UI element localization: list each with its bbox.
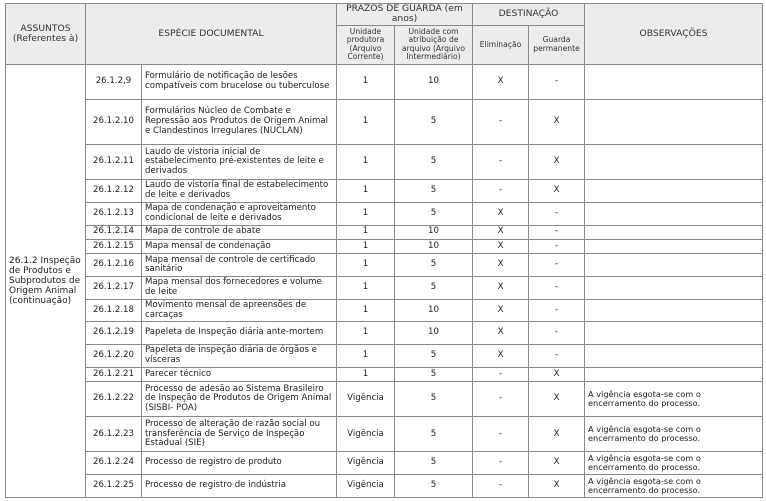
table-row — [6, 452, 763, 475]
eliminacao-cell: X — [473, 277, 529, 300]
description-cell: Parecer técnico — [142, 367, 337, 381]
eliminacao-cell: - — [473, 452, 529, 475]
observacoes-cell — [585, 202, 763, 225]
eliminacao-cell: - — [473, 99, 529, 144]
table-row — [6, 367, 763, 381]
table-row — [6, 99, 763, 144]
description-cell: Laudo de vistoria final de estabelecimento de leite e derivados — [142, 180, 337, 203]
code-cell: 26.1.2.20 — [86, 345, 142, 368]
description-cell: Laudo de vistoria inicial de estabelecimento pré-existentes de leite e derivados — [142, 145, 337, 180]
table-row — [6, 277, 763, 300]
arquivo-intermediario-cell: 5 — [395, 202, 473, 225]
guarda-permanente-cell: - — [529, 225, 585, 239]
guarda-permanente-cell: X — [529, 475, 585, 498]
eliminacao-cell: X — [473, 299, 529, 322]
arquivo-corrente-cell: 1 — [337, 180, 395, 203]
observacoes-cell — [585, 254, 763, 277]
header-unidade-atribuicao: Unidade com atribuição de arquivo (Arquivo Intermediário) — [395, 25, 473, 64]
observacoes-cell: A vigência esgota-se com o encerramento do processo. — [585, 475, 763, 498]
arquivo-corrente-cell: Vigência — [337, 382, 395, 417]
arquivo-corrente-cell: Vigência — [337, 452, 395, 475]
header-unidade-produtora: Unidade produtora (Arquivo Corrente) — [337, 25, 395, 64]
observacoes-cell — [585, 299, 763, 322]
observacoes-cell — [585, 99, 763, 144]
code-cell: 26.1.2.25 — [86, 475, 142, 498]
arquivo-corrente-cell: 1 — [337, 367, 395, 381]
arquivo-intermediario-cell: 5 — [395, 475, 473, 498]
description-cell: Processo de adesão ao Sistema Brasileiro de Inspeção de Produtos de Origem Animal (SISBI- POA) — [142, 382, 337, 417]
eliminacao-cell: X — [473, 322, 529, 345]
eliminacao-cell: X — [473, 202, 529, 225]
arquivo-intermediario-cell: 5 — [395, 382, 473, 417]
guarda-permanente-cell: X — [529, 99, 585, 144]
guarda-permanente-cell: X — [529, 180, 585, 203]
eliminacao-cell: X — [473, 64, 529, 99]
table-row — [6, 299, 763, 322]
description-cell: Papeleta de Inspeção diária ante-mortem — [142, 322, 337, 345]
eliminacao-cell: - — [473, 145, 529, 180]
arquivo-corrente-cell: 1 — [337, 322, 395, 345]
eliminacao-cell: - — [473, 367, 529, 381]
arquivo-intermediario-cell: 5 — [395, 99, 473, 144]
arquivo-intermediario-cell: 5 — [395, 417, 473, 452]
guarda-permanente-cell: X — [529, 367, 585, 381]
description-cell: Papeleta de inspeção diária de órgãos e vísceras — [142, 345, 337, 368]
arquivo-intermediario-cell: 5 — [395, 345, 473, 368]
code-cell: 26.1.2.17 — [86, 277, 142, 300]
observacoes-cell — [585, 145, 763, 180]
observacoes-cell: A vigência esgota-se com o encerramento do processo. — [585, 452, 763, 475]
subject-cell: 26.1.2 Inspeção de Produtos e Subprodutos de Origem Animal (continuação) — [6, 64, 86, 497]
description-cell: Formulário de notificação de lesões compatíveis com brucelose ou tuberculose — [142, 64, 337, 99]
temporality-table — [5, 3, 763, 498]
code-cell: 26.1.2.15 — [86, 239, 142, 253]
arquivo-corrente-cell: 1 — [337, 202, 395, 225]
arquivo-corrente-cell: 1 — [337, 64, 395, 99]
header-assuntos: ASSUNTOS (Referentes à) — [6, 4, 86, 65]
description-cell: Movimento mensal de apreensões de carcaças — [142, 299, 337, 322]
code-cell: 26.1.2.19 — [86, 322, 142, 345]
header-destinacao: DESTINAÇÃO — [473, 4, 585, 26]
code-cell: 26.1.2.24 — [86, 452, 142, 475]
description-cell: Mapa mensal de controle de certificado sanitário — [142, 254, 337, 277]
code-cell: 26.1.2.22 — [86, 382, 142, 417]
table-row — [6, 322, 763, 345]
observacoes-cell — [585, 345, 763, 368]
arquivo-intermediario-cell: 10 — [395, 239, 473, 253]
header-prazos-de-guarda: PRAZOS DE GUARDA (em anos) — [337, 4, 473, 26]
guarda-permanente-cell: - — [529, 64, 585, 99]
observacoes-cell — [585, 180, 763, 203]
table-row — [6, 475, 763, 498]
description-cell: Processo de registro de indústria — [142, 475, 337, 498]
arquivo-corrente-cell: 1 — [337, 225, 395, 239]
description-cell: Mapa mensal de condenação — [142, 239, 337, 253]
code-cell: 26.1.2.11 — [86, 145, 142, 180]
description-cell: Mapa de controle de abate — [142, 225, 337, 239]
table-row — [6, 254, 763, 277]
eliminacao-cell: X — [473, 225, 529, 239]
code-cell: 26.1.2,9 — [86, 64, 142, 99]
guarda-permanente-cell: - — [529, 277, 585, 300]
eliminacao-cell: - — [473, 475, 529, 498]
eliminacao-cell: X — [473, 345, 529, 368]
arquivo-intermediario-cell: 10 — [395, 322, 473, 345]
guarda-permanente-cell: X — [529, 145, 585, 180]
description-cell: Processo de registro de produto — [142, 452, 337, 475]
header-guarda-permanente: Guarda permanente — [529, 25, 585, 64]
arquivo-intermediario-cell: 5 — [395, 452, 473, 475]
eliminacao-cell: X — [473, 254, 529, 277]
observacoes-cell — [585, 225, 763, 239]
table-row — [6, 345, 763, 368]
code-cell: 26.1.2.10 — [86, 99, 142, 144]
arquivo-corrente-cell: Vigência — [337, 475, 395, 498]
arquivo-intermediario-cell: 10 — [395, 299, 473, 322]
arquivo-corrente-cell: 1 — [337, 145, 395, 180]
code-cell: 26.1.2.14 — [86, 225, 142, 239]
arquivo-corrente-cell: 1 — [337, 99, 395, 144]
description-cell: Mapa mensal dos fornecedores e volume de leite — [142, 277, 337, 300]
eliminacao-cell: - — [473, 417, 529, 452]
code-cell: 26.1.2.12 — [86, 180, 142, 203]
table-body — [6, 64, 763, 497]
table-row — [6, 239, 763, 253]
table-row — [6, 64, 763, 99]
arquivo-corrente-cell: 1 — [337, 345, 395, 368]
arquivo-intermediario-cell: 5 — [395, 367, 473, 381]
header-observacoes: OBSERVAÇÕES — [585, 4, 763, 65]
arquivo-intermediario-cell: 10 — [395, 64, 473, 99]
code-cell: 26.1.2.18 — [86, 299, 142, 322]
table-row — [6, 145, 763, 180]
code-cell: 26.1.2.13 — [86, 202, 142, 225]
eliminacao-cell: - — [473, 180, 529, 203]
guarda-permanente-cell: X — [529, 417, 585, 452]
observacoes-cell — [585, 367, 763, 381]
guarda-permanente-cell: - — [529, 322, 585, 345]
observacoes-cell: A vigência esgota-se com o encerramento do processo. — [585, 417, 763, 452]
code-cell: 26.1.2.16 — [86, 254, 142, 277]
description-cell: Processo de alteração de razão social ou transferência de Serviço de Inspeção Estadual (SIE) — [142, 417, 337, 452]
arquivo-corrente-cell: Vigência — [337, 417, 395, 452]
guarda-permanente-cell: X — [529, 452, 585, 475]
table-row — [6, 382, 763, 417]
arquivo-intermediario-cell: 5 — [395, 254, 473, 277]
table-row — [6, 202, 763, 225]
code-cell: 26.1.2.23 — [86, 417, 142, 452]
code-cell: 26.1.2.21 — [86, 367, 142, 381]
arquivo-intermediario-cell: 10 — [395, 225, 473, 239]
observacoes-cell — [585, 64, 763, 99]
observacoes-cell — [585, 277, 763, 300]
arquivo-corrente-cell: 1 — [337, 254, 395, 277]
arquivo-corrente-cell: 1 — [337, 277, 395, 300]
description-cell: Formulários Núcleo de Combate e Repressão aos Produtos de Origem Animal e Clandestinos Irregulares (NUCLAN) — [142, 99, 337, 144]
guarda-permanente-cell: X — [529, 382, 585, 417]
eliminacao-cell: - — [473, 382, 529, 417]
guarda-permanente-cell: - — [529, 345, 585, 368]
observacoes-cell — [585, 322, 763, 345]
table-row — [6, 225, 763, 239]
table-row — [6, 417, 763, 452]
guarda-permanente-cell: - — [529, 239, 585, 253]
eliminacao-cell: X — [473, 239, 529, 253]
guarda-permanente-cell: - — [529, 202, 585, 225]
table-row — [6, 180, 763, 203]
observacoes-cell — [585, 239, 763, 253]
arquivo-intermediario-cell: 5 — [395, 277, 473, 300]
arquivo-corrente-cell: 1 — [337, 239, 395, 253]
arquivo-corrente-cell: 1 — [337, 299, 395, 322]
guarda-permanente-cell: - — [529, 299, 585, 322]
header-especie-documental: ESPÉCIE DOCUMENTAL — [86, 4, 337, 65]
description-cell: Mapa de condenação e aproveitamento condicional de leite e derivados — [142, 202, 337, 225]
observacoes-cell: A vigência esgota-se com o encerramento do processo. — [585, 382, 763, 417]
arquivo-intermediario-cell: 5 — [395, 145, 473, 180]
arquivo-intermediario-cell: 5 — [395, 180, 473, 203]
header-eliminacao: Eliminação — [473, 25, 529, 64]
guarda-permanente-cell: - — [529, 254, 585, 277]
